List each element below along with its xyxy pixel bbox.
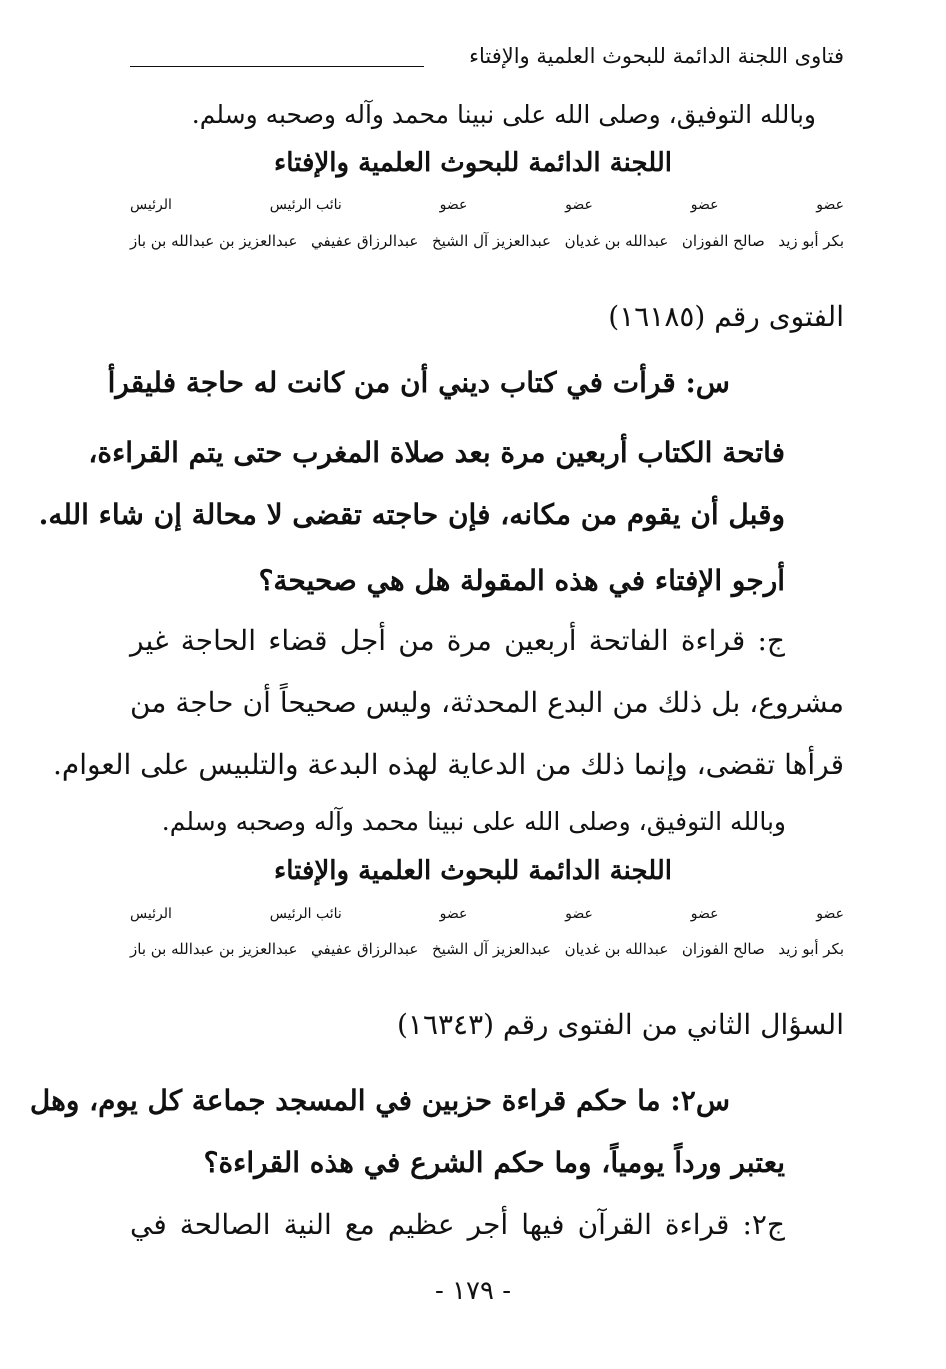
signatory-name: عبدالعزيز آل الشيخ: [431, 940, 551, 958]
signatory-role: الرئيس: [130, 197, 172, 213]
signatory-name: صالح الفوزان: [681, 940, 765, 958]
signatory-roles: [130, 197, 844, 213]
fatwa-number: السؤال الثاني من الفتوى رقم (١٦٣٤٣): [396, 1008, 844, 1041]
signatory-roles: [130, 906, 844, 922]
question-line: يعتبر ورداً يومياً، وما حكم الشرع في هذه القراءة؟: [203, 1146, 785, 1179]
signatory-name: عبدالله بن غديان: [564, 232, 669, 250]
signatory-names: [130, 940, 844, 958]
running-header-title: فتاوى اللجنة الدائمة للبحوث العلمية والإفتاء: [469, 44, 844, 68]
page-number: - ١٧٩ -: [434, 1276, 512, 1306]
closing-formula: وبالله التوفيق، وصلى الله على نبينا محمد وآله وصحبه وسلم.: [191, 100, 816, 129]
signatory-names: [130, 232, 844, 250]
signatory-role: عضو: [690, 197, 719, 213]
signatory-name: بكر أبو زيد: [778, 940, 844, 958]
signatory-name: عبدالعزيز آل الشيخ: [431, 232, 551, 250]
answer-line: ج: قراءة الفاتحة أربعين مرة من أجل قضاء الحاجة غير: [130, 624, 785, 657]
committee-name: اللجنة الدائمة للبحوث العلمية والإفتاء: [274, 148, 672, 178]
signatory-role: عضو: [816, 197, 844, 213]
signatory-name: عبدالله بن غديان: [564, 940, 669, 958]
signatory-role: الرئيس: [130, 906, 172, 922]
signatory-name: بكر أبو زيد: [778, 232, 844, 250]
answer-line: مشروع، بل ذلك من البدع المحدثة، وليس صحيحاً أن حاجة من: [130, 686, 844, 719]
question-line: س٢: ما حكم قراءة حزبين في المسجد جماعة كل يوم، وهل: [29, 1084, 730, 1117]
answer-line: ج٢: قراءة القرآن فيها أجر عظيم مع النية الصالحة في: [130, 1208, 785, 1241]
committee-name: اللجنة الدائمة للبحوث العلمية والإفتاء: [274, 856, 672, 886]
signatory-name: صالح الفوزان: [681, 232, 765, 250]
signatory-role: نائب الرئيس: [269, 197, 342, 213]
signatory-name: عبدالرزاق عفيفي: [311, 940, 419, 958]
closing-formula: وبالله التوفيق، وصلى الله على نبينا محمد وآله وصحبه وسلم.: [161, 807, 786, 836]
question-line: فاتحة الكتاب أربعين مرة بعد صلاة المغرب حتى يتم القراءة،: [88, 436, 785, 469]
signatory-role: نائب الرئيس: [269, 906, 342, 922]
signatory-name: عبدالعزيز بن عبدالله بن باز: [130, 232, 298, 250]
signatory-role: عضو: [439, 197, 468, 213]
signatory-name: عبدالرزاق عفيفي: [311, 232, 419, 250]
signatory-role: عضو: [565, 197, 593, 213]
question-line: وقبل أن يقوم من مكانه، فإن حاجته تقضى لا محالة إن شاء الله.: [38, 498, 785, 531]
question-line: أرجو الإفتاء في هذه المقولة هل هي صحيحة؟: [258, 564, 785, 597]
fatwa-number: الفتوى رقم (١٦١٨٥): [608, 300, 844, 333]
signatory-role: عضو: [565, 906, 593, 922]
signatory-name: عبدالعزيز بن عبدالله بن باز: [130, 940, 298, 958]
header-rule: [130, 66, 424, 67]
signatory-role: عضو: [816, 906, 844, 922]
signatory-role: عضو: [690, 906, 719, 922]
signatory-role: عضو: [439, 906, 468, 922]
answer-line: قرأها تقضى، وإنما ذلك من الدعاية لهذه البدعة والتلبيس على العوام.: [52, 748, 844, 781]
question-line: س: قرأت في كتاب ديني أن من كانت له حاجة فليقرأ: [107, 366, 730, 399]
